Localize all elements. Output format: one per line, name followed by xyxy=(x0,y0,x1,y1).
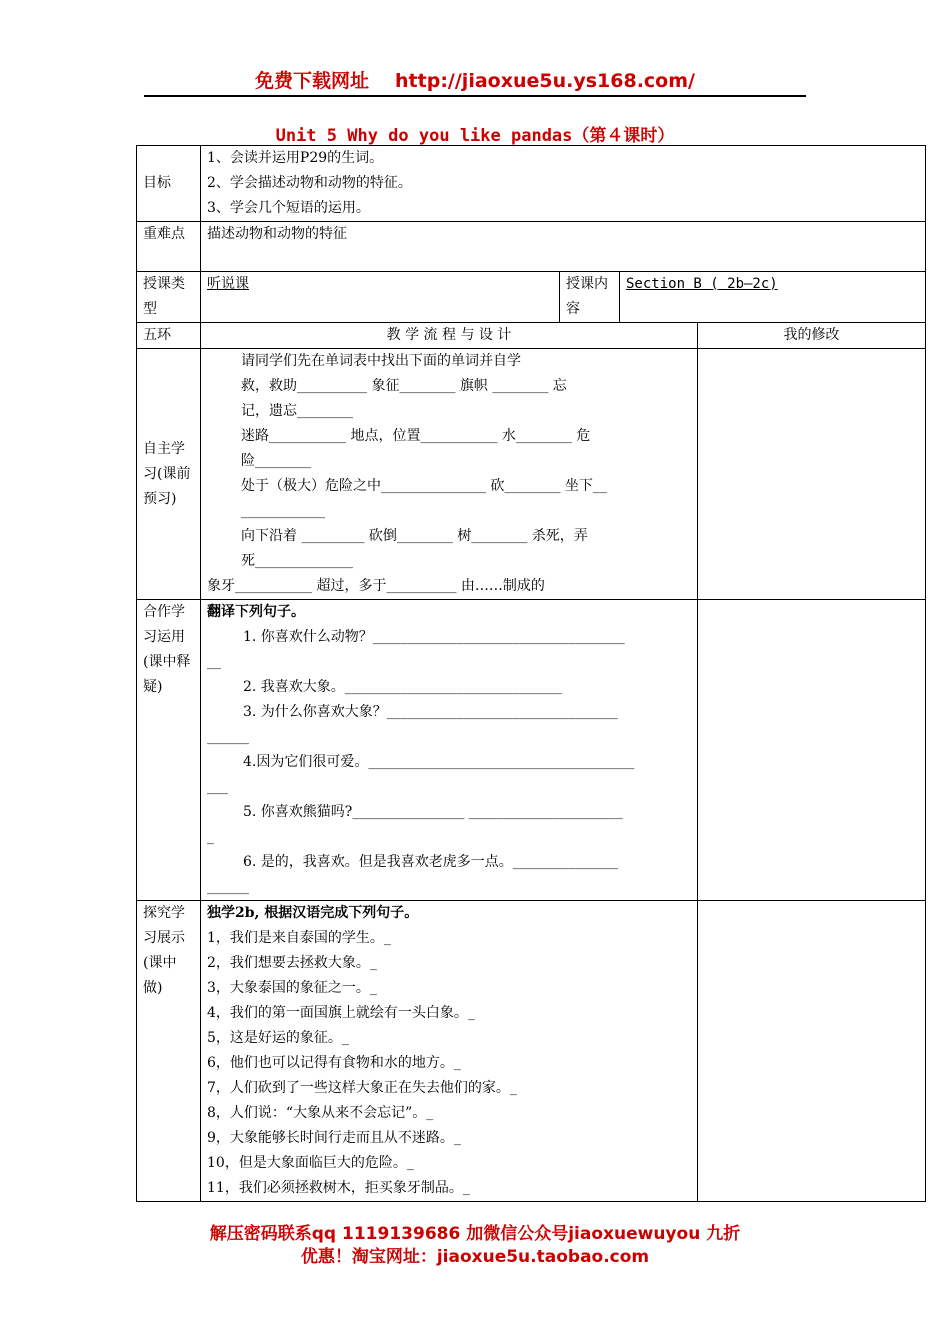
cooperate-heading: 翻译下列句子。 xyxy=(207,604,305,620)
goal-item: 1、会读并运用P29的生词。 xyxy=(207,150,384,166)
page-title: Unit 5 Why do you like pandas（第４课时） xyxy=(275,126,675,146)
cooperate-line: 1. 你喜欢什么动物？____________________________________ xyxy=(243,629,625,645)
self-study-line: 救，救助__________ 象征________ 旗帜 ________ 忘 xyxy=(241,378,567,394)
goal-item: 2、学会描述动物和动物的特征。 xyxy=(207,175,412,191)
explore-row xyxy=(137,901,926,1202)
lesson-type-row xyxy=(137,272,926,323)
header-url-link[interactable]: http://jiaoxue5u.ys168.com/ xyxy=(395,70,695,92)
cooperate-line: 5. 你喜欢熊猫吗?________________ ______________________ xyxy=(243,804,623,820)
cooperate-line: 4.因为它们很可爱。______________________________________ xyxy=(243,754,635,770)
cooperate-line: 3. 为什么你喜欢大象？_________________________________ xyxy=(243,704,618,720)
goal-row xyxy=(137,146,926,222)
explore-content xyxy=(201,901,698,1202)
cooperate-line: ___ xyxy=(207,779,228,795)
self-study-line: 向下沿着 _________ 砍倒________ 树________ 杀死，弄 xyxy=(241,528,588,544)
cooperate-row xyxy=(137,600,926,901)
explore-line: 7，人们砍到了一些这样大象正在失去他们的家。_ xyxy=(207,1080,517,1096)
head-col-design: 教 学 流 程 与 设 计 xyxy=(201,323,698,349)
lesson-type-text: 听说课 xyxy=(207,276,249,292)
explore-line: 8，人们说：“大象从来不会忘记”。_ xyxy=(207,1105,434,1121)
explore-line: 5，这是好运的象征。_ xyxy=(207,1030,349,1046)
lesson-content-text: Section B ( 2b—2c) xyxy=(626,276,778,292)
cooperate-line: __ xyxy=(207,654,221,670)
cooperate-line: _ xyxy=(207,829,214,845)
explore-heading: 独学2b, 根据汉语完成下列句子。 xyxy=(207,905,419,921)
self-study-line: ____________ xyxy=(241,503,325,519)
goal-content xyxy=(201,146,926,222)
goal-label: 目标 xyxy=(137,146,201,222)
self-study-revision[interactable] xyxy=(698,349,926,600)
cooperate-line: 2. 我喜欢大象。_______________________________ xyxy=(243,679,562,695)
self-study-line: 处于（极大）危险之中_______________ 砍________ 坐下__ xyxy=(241,478,607,494)
self-study-line: 记，遗忘________ xyxy=(241,403,353,419)
explore-line: 10，但是大象面临巨大的危险。_ xyxy=(207,1155,414,1171)
self-study-content xyxy=(201,349,698,600)
self-study-line: 险________ xyxy=(241,453,311,469)
self-study-line: 迷路___________ 地点，位置___________ 水________ 危 xyxy=(241,428,591,444)
difficulty-label: 重难点 xyxy=(137,222,201,272)
cooperate-line: ______ xyxy=(207,879,249,895)
table-head-row xyxy=(137,323,926,349)
cooperate-label: 合作学习运用(课中释疑) xyxy=(137,600,201,901)
footer-line-2: 优惠！淘宝网址：jiaoxue5u.taobao.com xyxy=(300,1247,650,1267)
footer-line-1: 解压密码联系qq 1119139686 加微信公众号jiaoxuewuyou 九折 xyxy=(209,1224,741,1244)
explore-line: 2，我们想要去拯救大象。_ xyxy=(207,955,377,971)
header-divider xyxy=(144,95,806,97)
difficulty-content: 描述动物和动物的特征 xyxy=(201,222,926,272)
lesson-type-label: 授课类型 xyxy=(137,272,201,323)
head-col-revision: 我的修改 xyxy=(698,323,926,349)
cooperate-content xyxy=(201,600,698,901)
self-study-label: 自主学习(课前预习) xyxy=(137,349,201,600)
lesson-plan-table xyxy=(136,145,926,1202)
lesson-content-value xyxy=(620,272,926,323)
explore-line: 9，大象能够长时间行走而且从不迷路。_ xyxy=(207,1130,461,1146)
explore-line: 1，我们是来自泰国的学生。_ xyxy=(207,930,391,946)
header-label: 免费下载网址 xyxy=(255,70,370,92)
cooperate-line: 6. 是的，我喜欢。但是我喜欢老虎多一点。_______________ xyxy=(243,854,618,870)
goal-item: 3、学会几个短语的运用。 xyxy=(207,200,370,216)
self-study-line: 请同学们先在单词表中找出下面的单词并自学 xyxy=(241,353,521,369)
lesson-content-label: 授课内容 xyxy=(560,272,620,323)
cooperate-revision[interactable] xyxy=(698,600,926,901)
explore-line: 4，我们的第一面国旗上就绘有一头白象。_ xyxy=(207,1005,475,1021)
self-study-row xyxy=(137,349,926,600)
self-study-line: 象牙___________ 超过，多于__________ 由……制成的 xyxy=(207,578,545,594)
lesson-type-value xyxy=(201,272,560,323)
cooperate-line: ______ xyxy=(207,729,249,745)
explore-revision[interactable] xyxy=(698,901,926,1202)
self-study-line: 死______________ xyxy=(241,553,353,569)
explore-label: 探究学习展示(课中做) xyxy=(137,901,201,1202)
explore-line: 3，大象泰国的象征之一。_ xyxy=(207,980,377,996)
difficulty-row xyxy=(137,222,926,272)
explore-line: 11，我们必须拯救树木，拒买象牙制品。_ xyxy=(207,1180,470,1196)
head-col-stages: 五环 xyxy=(137,323,201,349)
page-header xyxy=(0,66,950,93)
explore-line: 6，他们也可以记得有食物和水的地方。_ xyxy=(207,1055,461,1071)
